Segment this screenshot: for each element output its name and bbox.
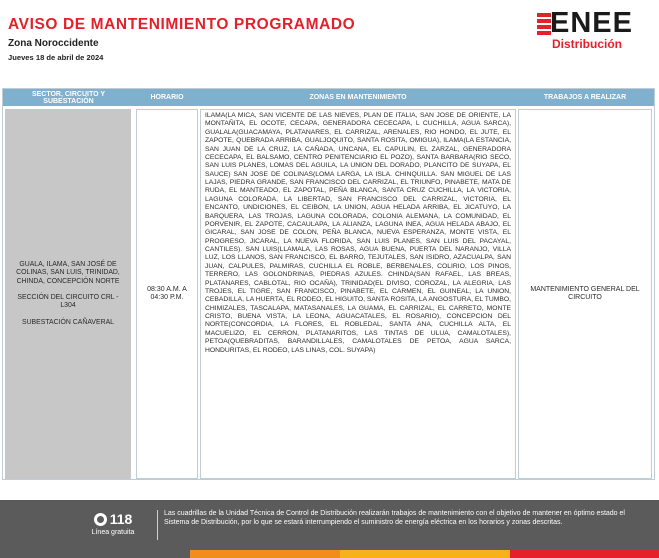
logo-name: ENEE: [550, 7, 633, 39]
date-label: Jueves 18 de abril de 2024: [8, 53, 104, 62]
hotline-number: 118: [109, 511, 133, 527]
works-cell: [518, 109, 652, 479]
schedule-start: 08:30 A.M. A: [147, 285, 187, 293]
sector-text: GUALA, ILAMA, SAN JOSÉ DE COLINAS, SAN LUIS, TRINIDAD, CHINDA, CONCEPCIÓN NORTE: [16, 260, 120, 285]
column-header-zonas: ZONAS EN MANTENIMIENTO: [309, 94, 407, 101]
phone-icon: [94, 513, 107, 526]
zones-cell: ILAMA(LA MICA, SAN VICENTE DE LAS NIEVES, PLAN DE ITALIA, SAN JOSE DE ORIENTE, LA MONTAÑITA, EL OCOTE, CECAPA, GENERADORA CECECAPA, L CUCHILLA, AGUA SARCA), GUALALA(GUACAMAYA, PLATANARES, EL CARRIZAL, ARENALES, RIO HONDO, EL JUTE, EL ZAPOTE, QUEBRADA ARRIBA, GUALJOQUITO, SANTA ROSITA, OMIGUA), ILAMA(LA ESTANCIA, SAN JUAN DE LA CRUZ, LA CAÑADA, UNCANA, EL CAPULIN, EL ZARZAL, GENERADORA CECECAPA, EL BALSAMO, CENTRO PENITENCIARIO EL POZO), SANTA BARBARA(RIO SECO, SAN LUIS PLANES, LOMAS DEL AGUILA, LA UNION DEL DORADO, PLANCITO DE SUYAPA, EL SAUCE) SAN JOSE DE COLINAS(LOMA LARGA, LA ISLA. CHINQUILLA. SAN MIGUEL DE LAS LAJAS, PIEDRA GRANDE, SAN FRANCISCO DEL CARRIZAL, EL TRIUNFO, PINABETE, MATA DE RUDA, EL MANTEADO, EL ZAPOTAL, PEÑA BLANCA, SANTA CRUZ CUCHILLA, LA VICTORIA, LAGUNA COLORADA, LA LIBERTAD, SAN FRANCISCO DEL CARRIZAL, VICTORIA, EL ENCANTO, UNDICIONES, EL CEIBON, LA UNION, AGUA HELADA ARRIBA, EL JICATUYO, LA BARQUERA, LAS TROJAS, LAGUNA COLORADA, COLONIA ALEMANA, LA COMUNIDAD, EL PORVENIR, EL ZAPOTE, CACAULAPA, LA ALIANZA, LAGUNA INEA, AGUA HELADA ABAJO, EL GICARAL, SAN JOSE DE COLON, PEÑA BLANCA, NUEVA ESPERANZA, MONTE VISTA, EL PROGRESO, JICARAL, LA NUEVA FLORIDA, SAN LUIS PLANES, SAN LUIS DEL PACAYAL, CANTILES). SAN LUIS(LLAMALA, LAS ROSAS, AGUA BUENA, PUERTA DEL NARANJO, VILLA LUZ, LOS LLANOS, SAN FRANCISCO, EL BARRO, TEJUTALES, SAN ISIDRO, AZACUALPA, SAN JUAN, CALPULES, PALMIRAS, CUCHILLA EL ROBLE, BERBENALES, COLIRIO, LOS PINOS, TERRERO, LAS GOLONDRINAS, PIEDRAS AZULES. CHINDA(SAN RAFAEL, LAS BREAS, PLATANARES, CABLOTAL, RIO OCAÑA), TRINIDAD(EL DIVISO, COROZAL, LA ALEGRIA, LAS TROJES, EL TIGRE, SAN FRANCISCO, PINABETE, EL CARMEN, EL GUINEAL, LA UNION, CEBADILLA, LA HUERTA, EL RODEO, EL HIGUITO, SANTA ROSITA, LA ANGOSTURA, EL TUMBO, CHIMIZALES, TASCALAPA, MATASANALES, LA GUAMA, EL CARRIZAL, EL CARRETO, MONTE CRISTO, BUENA VISTA, LA LEONA, AGUACATALES, EL ROSARIO), CONCEPCION DEL NORTE(CONCORDIA, LA FLORES, EL ROBLEDAL, SANTA ANA, CUCHILLA ALTA, EL MACUELIZO, EL CERRON, PLATANARITOS, LAS TINTAS DE ULUA, CAMALOTALES), PETOA(QUEBRADITAS, BARANDILLALES, CAMALOTALES DE PETOA, AGUA SARCA, HONDURITAS, EL RODEO, LAS LINAS, COL. SUYAPA): [200, 109, 516, 479]
enee-logo-mark-icon: [537, 13, 551, 37]
page-header: [0, 0, 659, 84]
maintenance-table: [2, 88, 655, 480]
table-header: [3, 89, 654, 106]
schedule-end: 04:30 P.M.: [150, 294, 184, 301]
circuit-text: SECCIÓN DEL CIRCUITO CRL - L304: [17, 294, 119, 310]
zone-label: Zona Noroccidente: [8, 38, 99, 49]
logo-subtitle: Distribución: [552, 37, 623, 51]
works-text: MANTENIMIENTO GENERAL DEL CIRCUITO: [530, 285, 640, 301]
enee-logo: [537, 9, 651, 53]
footer-message: Las cuadrillas de la Unidad Técnica de Control de Distribución realizarán trabajos de mantenimiento con el objetivo de mantener en óptimo estado el Sistema de Distribución, por lo que se estará interrumpiendo el suministro de energía eléctrica en los horarios y zonas descritas.: [164, 510, 625, 527]
page-title: AVISO DE MANTENIMIENTO PROGRAMADO: [8, 16, 356, 33]
footer-divider: [157, 510, 158, 540]
schedule-cell: [136, 109, 198, 479]
footer: [0, 500, 659, 558]
column-header-horario: HORARIO: [150, 94, 184, 101]
hotline: [78, 512, 148, 536]
column-header-sector: SECTOR, CIRCUITO Y SUBESTACIÓN: [31, 90, 106, 105]
substation-text: SUBESTACIÓN CAÑAVERAL: [21, 318, 115, 326]
sector-cell: [5, 109, 131, 479]
hotline-caption: Línea gratuita: [91, 529, 135, 536]
footer-color-stripes: [0, 550, 659, 558]
column-header-trabajos: TRABAJOS A REALIZAR: [543, 94, 627, 101]
